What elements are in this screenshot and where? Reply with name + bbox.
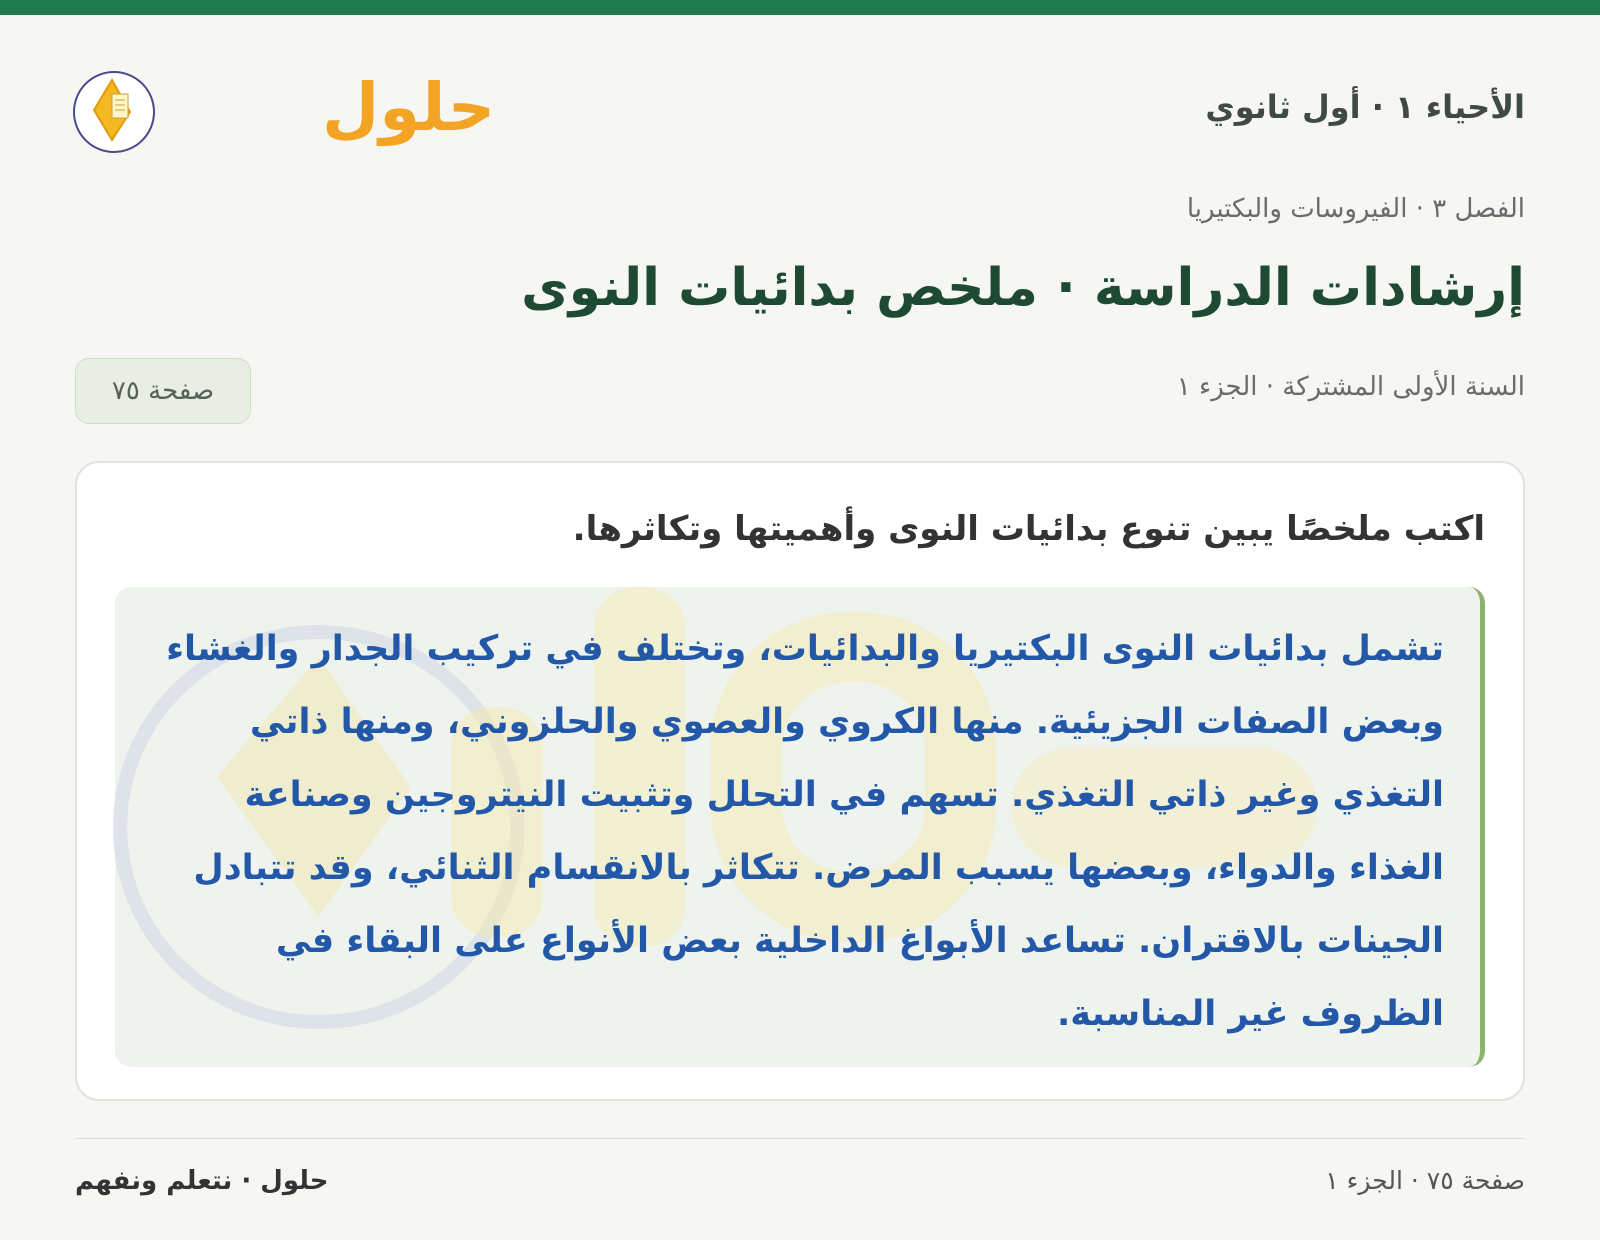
page-number-badge: صفحة ٧٥ xyxy=(75,358,251,424)
footer-brand: حلول · نتعلم ونفهم xyxy=(75,1166,329,1196)
chapter-label: الفصل ٣ · الفيروسات والبكتيريا xyxy=(1186,194,1525,224)
subject-heading: الأحياء ١ · أول ثانوي xyxy=(1205,88,1525,126)
logo-icon xyxy=(72,50,496,160)
answer-box xyxy=(115,587,1485,1067)
course-info: السنة الأولى المشتركة · الجزء ١ xyxy=(1176,372,1525,402)
logo-wordmark: حلول xyxy=(322,69,496,146)
answer-text: تشمل بدائيات النوى البكتيريا والبدائيات، وتختلف في تركيب الجدار والغشاء وبعض الصفات الجزيئية. منها الكروي والعصوي والحلزوني، ومنها ذاتي التغذي وغير ذاتي التغذي. تسهم في التحلل وتثبيت النيتروجين وصناعة الغذاء والدواء، وبعضها يسبب المرض. تتكاثر بالانقسام الثنائي، وقد تتبادل الجينات بالاقتران. تساعد الأبواغ الداخلية بعض الأنواع على البقاء في الظروف غير المناسبة. xyxy=(166,629,1444,1034)
question-text: اكتب ملخصًا يبين تنوع بدائيات النوى وأهميتها وتكاثرها. xyxy=(572,509,1485,549)
question-card xyxy=(75,461,1525,1101)
top-accent-bar xyxy=(0,0,1600,15)
brand-logo[interactable] xyxy=(72,50,496,160)
page-title: إرشادات الدراسة · ملخص بدائيات النوى xyxy=(521,258,1525,318)
footer-divider xyxy=(75,1138,1525,1139)
footer-page-info: صفحة ٧٥ · الجزء ١ xyxy=(1325,1166,1525,1195)
